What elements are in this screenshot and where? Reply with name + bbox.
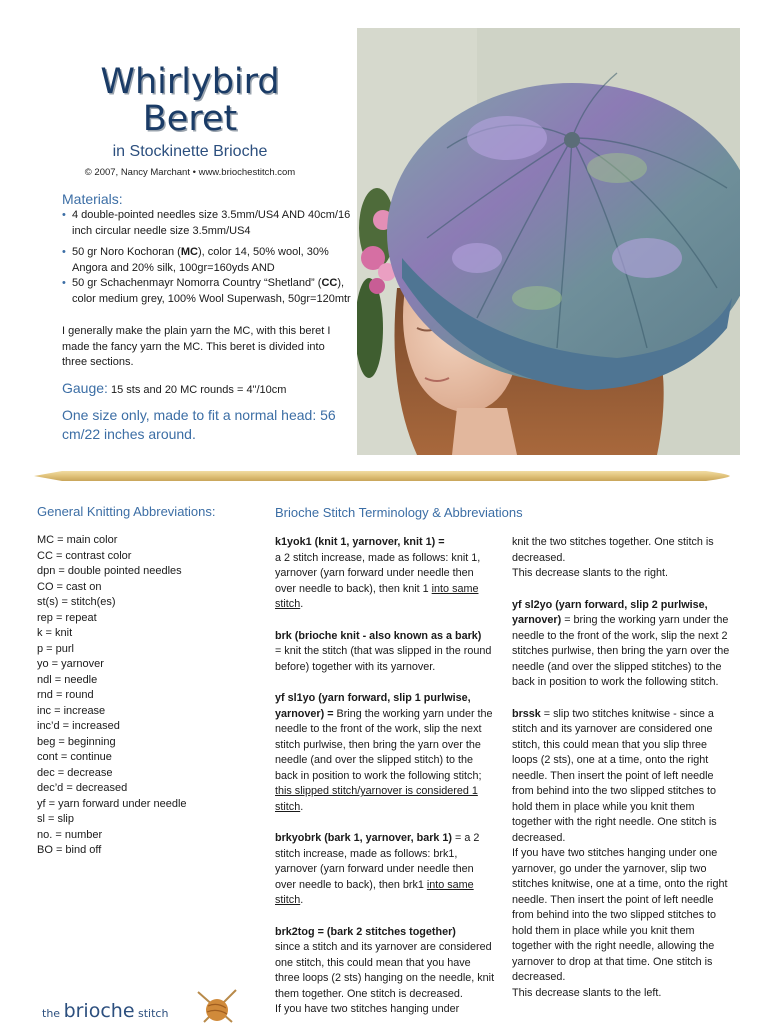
term-brkyobrk: brkyobrk (bark 1, yarnover, bark 1) = a 2 stitch increase, made as follows: brk1, yarnover (yarn forward under needle then over needle to back), then brk1 into same stitch. [275, 832, 480, 906]
list-item: p = purl [37, 642, 74, 655]
gauge-value: 15 sts and 20 MC rounds = 4"/10cm [111, 384, 287, 396]
list-item: ndl = needle [37, 673, 98, 686]
list-item: BO = bind off [37, 844, 102, 856]
yarn-ball-icon [192, 988, 242, 1024]
list-item: MC = main color [37, 534, 118, 546]
term-k1yok1: k1yok1 (knit 1, yarnover, knit 1) = a 2 stitch increase, made as follows: knit 1, yarnover (yarn forward under needle then over needle to back), then knit 1 into same stitch. [275, 536, 481, 610]
logo-text: the brioche stitch [42, 1000, 169, 1022]
list-item: dec’d = decreased [37, 782, 128, 794]
term-yf-sl1yo: yf sl1yo (yarn forward, slip 1 purlwise, yarnover) = Bring the working yarn under the needle to the front of the work, slip the next stitch purlwise, then bring the yarn over the needle (and over the slipped stitch) to the back in position to work the following stitch; this slipped stitch/yarnover is considered 1 stitch. [275, 692, 493, 813]
materials-heading: Materials: [62, 191, 123, 207]
intro-text: I generally make the plain yarn the MC, with this beret I made the fancy yarn the MC. This beret is divided into three sections. [62, 325, 331, 368]
list-item: yf = yarn forward under needle [37, 797, 187, 810]
brioche-stitch-logo [42, 992, 242, 1024]
abbreviation-list [37, 533, 252, 859]
term-brk2tog-continued: knit the two stitches together. One stitch is decreased. This decrease slants to the right. [512, 536, 714, 579]
materials-item: • 50 gr Schachenmayr Nomorra Country “Shetland” (CC), color medium grey, 100% Wool Superwash, 50gr=120mtr [62, 276, 352, 307]
list-item: rep = repeat [37, 611, 97, 624]
list-item: dpn = double pointed needles [37, 565, 182, 577]
materials-item: • 50 gr Noro Kochoran (MC), color 14, 50% wool, 30% Angora and 20% silk, 100gr=160yds AND [62, 245, 352, 276]
list-item: inc’d = increased [37, 720, 120, 732]
list-item: inc = increase [37, 704, 106, 717]
gauge-line [62, 380, 352, 396]
gauge-label: Gauge: [62, 380, 108, 396]
brioche-column-2 [512, 535, 730, 1017]
term-brk: brk (brioche knit - also known as a bark) = knit the stitch (that was slipped in the round before) together with its yarnover. [275, 629, 492, 673]
materials-list [62, 208, 352, 307]
knitting-needle-divider [34, 464, 730, 488]
list-item: st(s) = stitch(es) [37, 596, 116, 608]
term-yf-sl2yo: yf sl2yo (yarn forward, slip 2 purlwise, yarnover) = bring the working yarn under the needle to the front of the work, slip the next 2 stitches purlwise, then bring the yarn over the needle (and over the slipped stitches) to the back in position to work the following stitch. [512, 598, 730, 688]
brioche-heading: Brioche Stitch Terminology & Abbreviations [275, 505, 523, 520]
brioche-column-1 [275, 535, 495, 1018]
materials-item: • 4 double-pointed needles size 3.5mm/US4 AND 40cm/16 inch circular needle size 3.5mm/US4 [62, 208, 352, 239]
list-item: CO = cast on [37, 580, 102, 593]
size-note: One size only, made to fit a normal head: 56 cm/22 inches around. [62, 407, 336, 442]
list-item: yo = yarnover [37, 658, 104, 670]
list-item: rnd = round [37, 689, 94, 701]
general-abbreviations-heading: General Knitting Abbreviations: [37, 504, 216, 519]
list-item: CC = contrast color [37, 549, 132, 562]
page-title [40, 64, 340, 138]
subtitle: in Stockinette Brioche [112, 143, 268, 160]
list-item: dec = decrease [37, 766, 113, 779]
list-item: beg = beginning [37, 735, 116, 748]
term-brk2tog: brk2tog = (bark 2 stitches together) since a stitch and its yarnover are considered one stitch, this could mean that you have three loops (2 sts) hanging on the needle, knit them together. One stitch is decreased. If you have two stitches hanging under [275, 925, 495, 1015]
title-line-1: Whirlybird [100, 62, 280, 102]
list-item: sl = slip [37, 813, 74, 825]
term-brssk: brssk = slip two stitches knitwise - since a stitch and its yarnover are considered one stitch, this could mean that you slip three loops (2 sts), one at a time, onto the right needle. Then insert the point of left needle from behind into the two slipped stitches to hold them in place while you knit them together with the right needle. One stitch is decreased. If you have two stitches hanging under one yarnover, go under the yarnover, slip two stitches knitwise, one at a time, onto the right needle. Then insert the point of left needle from behind into the two slipped stitches to hold them in place while you knit them together with the right needle, allowing the yarnover to drop at that time. One stitch is decreased. This decrease slants to the left. [512, 707, 728, 999]
list-item: no. = number [37, 828, 103, 841]
list-item: cont = continue [37, 751, 112, 763]
title-line-2: Beret [142, 99, 238, 139]
copyright: © 2007, Nancy Marchant • www.briochestitch.com [84, 167, 296, 178]
materials-section [62, 191, 352, 311]
beret-photo [357, 28, 740, 455]
list-item: k = knit [37, 627, 73, 639]
general-abbreviations [37, 504, 252, 859]
